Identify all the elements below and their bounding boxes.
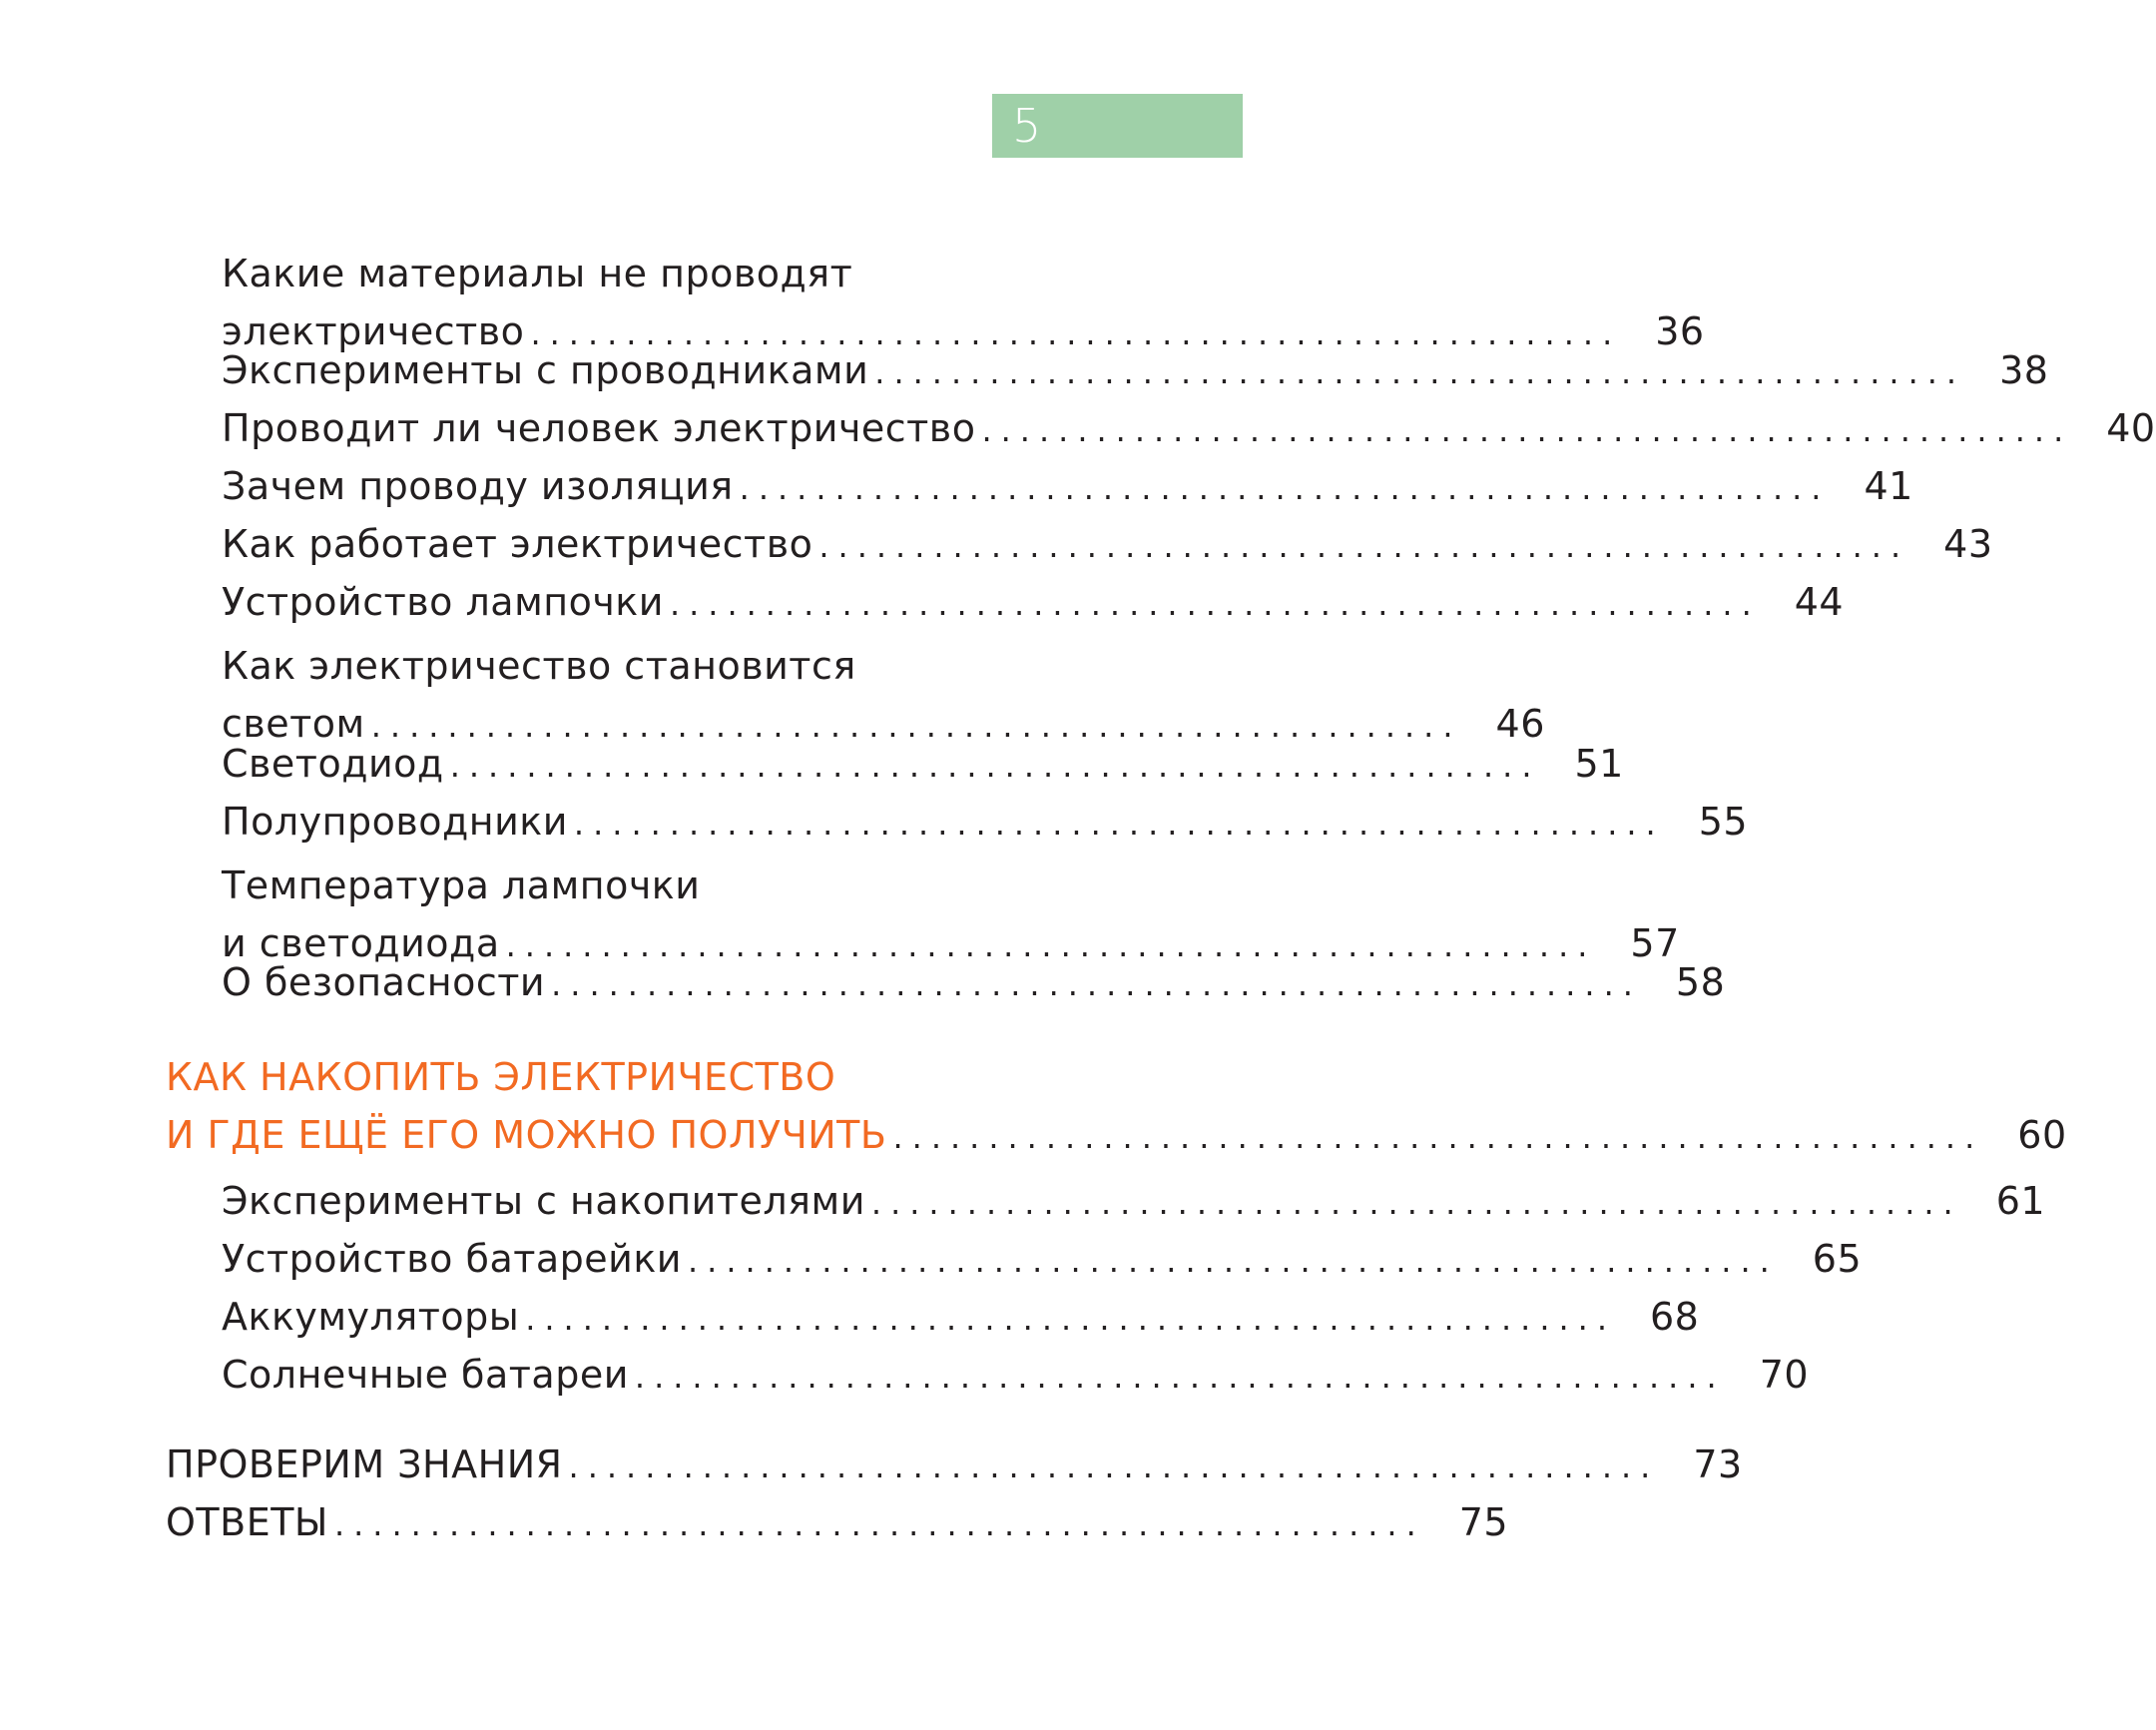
leader-dots: .........................................................: [449, 747, 1541, 785]
toc-entry[interactable]: [222, 1288, 1700, 1348]
section-title: ОТВЕТЫ: [166, 1500, 328, 1544]
toc-section[interactable]: [166, 1493, 1509, 1553]
toc-entry-page: 70: [1759, 1353, 1810, 1397]
leader-dots: .........................................................: [818, 527, 1910, 565]
toc-section[interactable]: [166, 1436, 1743, 1495]
toc-entry-title: Эксперименты с проводниками: [222, 348, 869, 392]
toc-entry-page: 65: [1812, 1237, 1863, 1281]
leader-dots: .........................................................: [874, 353, 1966, 391]
leader-dots: .........................................................: [634, 1358, 1726, 1396]
toc-entry-title: О безопасности: [222, 960, 546, 1004]
toc-entry-page: 36: [1655, 309, 1705, 353]
toc-entry-title: Эксперименты с накопителями: [222, 1179, 865, 1223]
page-number: 5: [1012, 99, 1042, 153]
toc-entry-page: 43: [1943, 522, 1993, 566]
toc-entry-page: 55: [1698, 800, 1749, 844]
toc-entry[interactable]: [222, 1230, 1863, 1290]
toc-entry-page: 61: [1995, 1179, 2046, 1223]
leader-dots: .........................................................: [688, 1242, 1779, 1280]
toc-entry-title: и светодиода: [222, 921, 500, 965]
page-number-tab: [992, 94, 1243, 158]
chapter-title-line: КАК НАКОПИТЬ ЭЛЕКТРИЧЕСТВО: [166, 1055, 836, 1099]
toc-entry-title: Светодиод: [222, 742, 444, 786]
leader-dots: .........................................................: [870, 1184, 1962, 1222]
leader-dots: .........................................................: [568, 1447, 1660, 1485]
toc-entry[interactable]: [222, 1346, 1810, 1406]
toc-entry[interactable]: [222, 953, 1726, 1013]
leader-dots: .........................................................: [892, 1118, 1984, 1156]
section-page: 73: [1693, 1442, 1743, 1486]
leader-dots: .........................................................: [669, 585, 1761, 623]
leader-dots: .........................................................: [530, 314, 1622, 352]
toc-entry[interactable]: [222, 515, 1993, 575]
toc-entry-title: Солнечные батареи: [222, 1353, 629, 1397]
leader-dots: .........................................................: [573, 805, 1665, 843]
toc-entry-page: 57: [1630, 921, 1680, 965]
chapter-page: 60: [2017, 1113, 2067, 1157]
leader-dots: .........................................................: [525, 1300, 1616, 1338]
toc-entry-page: 51: [1574, 742, 1624, 786]
toc-entry-page: 44: [1794, 580, 1845, 624]
toc-entry[interactable]: [222, 735, 1624, 795]
toc-entry[interactable]: [222, 399, 2156, 459]
toc-entry-title: Устройство батарейки: [222, 1237, 682, 1281]
toc-entry-page: 68: [1650, 1295, 1700, 1339]
leader-dots: .........................................................: [981, 411, 2073, 449]
toc-entry-title: электричество: [222, 309, 525, 353]
toc-entry-page: 38: [1999, 348, 2049, 392]
toc-entry-title: Полупроводники: [222, 800, 568, 844]
toc-entry[interactable]: [222, 457, 1913, 517]
toc-entry[interactable]: [222, 1172, 2046, 1232]
section-page: 75: [1458, 1500, 1509, 1544]
toc-entry-page: 41: [1864, 464, 1913, 508]
leader-dots: .........................................................: [739, 469, 1831, 507]
toc-chapter-heading[interactable]: [166, 1048, 2067, 1166]
toc-entry[interactable]: [222, 573, 1845, 633]
toc-entry-page: 46: [1495, 702, 1545, 746]
toc-entry-page: 58: [1675, 960, 1726, 1004]
leader-dots: .........................................................: [370, 707, 1462, 745]
toc-entry-page: 40: [2106, 406, 2156, 450]
toc-entry[interactable]: [222, 341, 2049, 401]
section-title: ПРОВЕРИМ ЗНАНИЯ: [166, 1442, 563, 1486]
leader-dots: .........................................................: [551, 965, 1642, 1003]
toc-entry-title: светом: [222, 702, 365, 746]
toc-entry-title: Проводит ли человек электричество: [222, 406, 976, 450]
chapter-title: И ГДЕ ЕЩЁ ЕГО МОЖНО ПОЛУЧИТЬ: [166, 1113, 887, 1157]
toc-entry-title-line: Какие материалы не проводят: [222, 252, 853, 295]
toc-entry-title: Аккумуляторы: [222, 1295, 520, 1339]
leader-dots: .........................................................: [505, 926, 1597, 964]
toc-entry-title: Как работает электричество: [222, 522, 813, 566]
toc-entry[interactable]: [222, 793, 1749, 853]
leader-dots: .........................................................: [333, 1505, 1425, 1543]
toc-entry-title: Устройство лампочки: [222, 580, 664, 624]
toc-entry-title-line: Как электричество становится: [222, 644, 856, 688]
toc-entry-title-line: Температура лампочки: [222, 864, 701, 907]
toc-entry-title: Зачем проводу изоляция: [222, 464, 734, 508]
